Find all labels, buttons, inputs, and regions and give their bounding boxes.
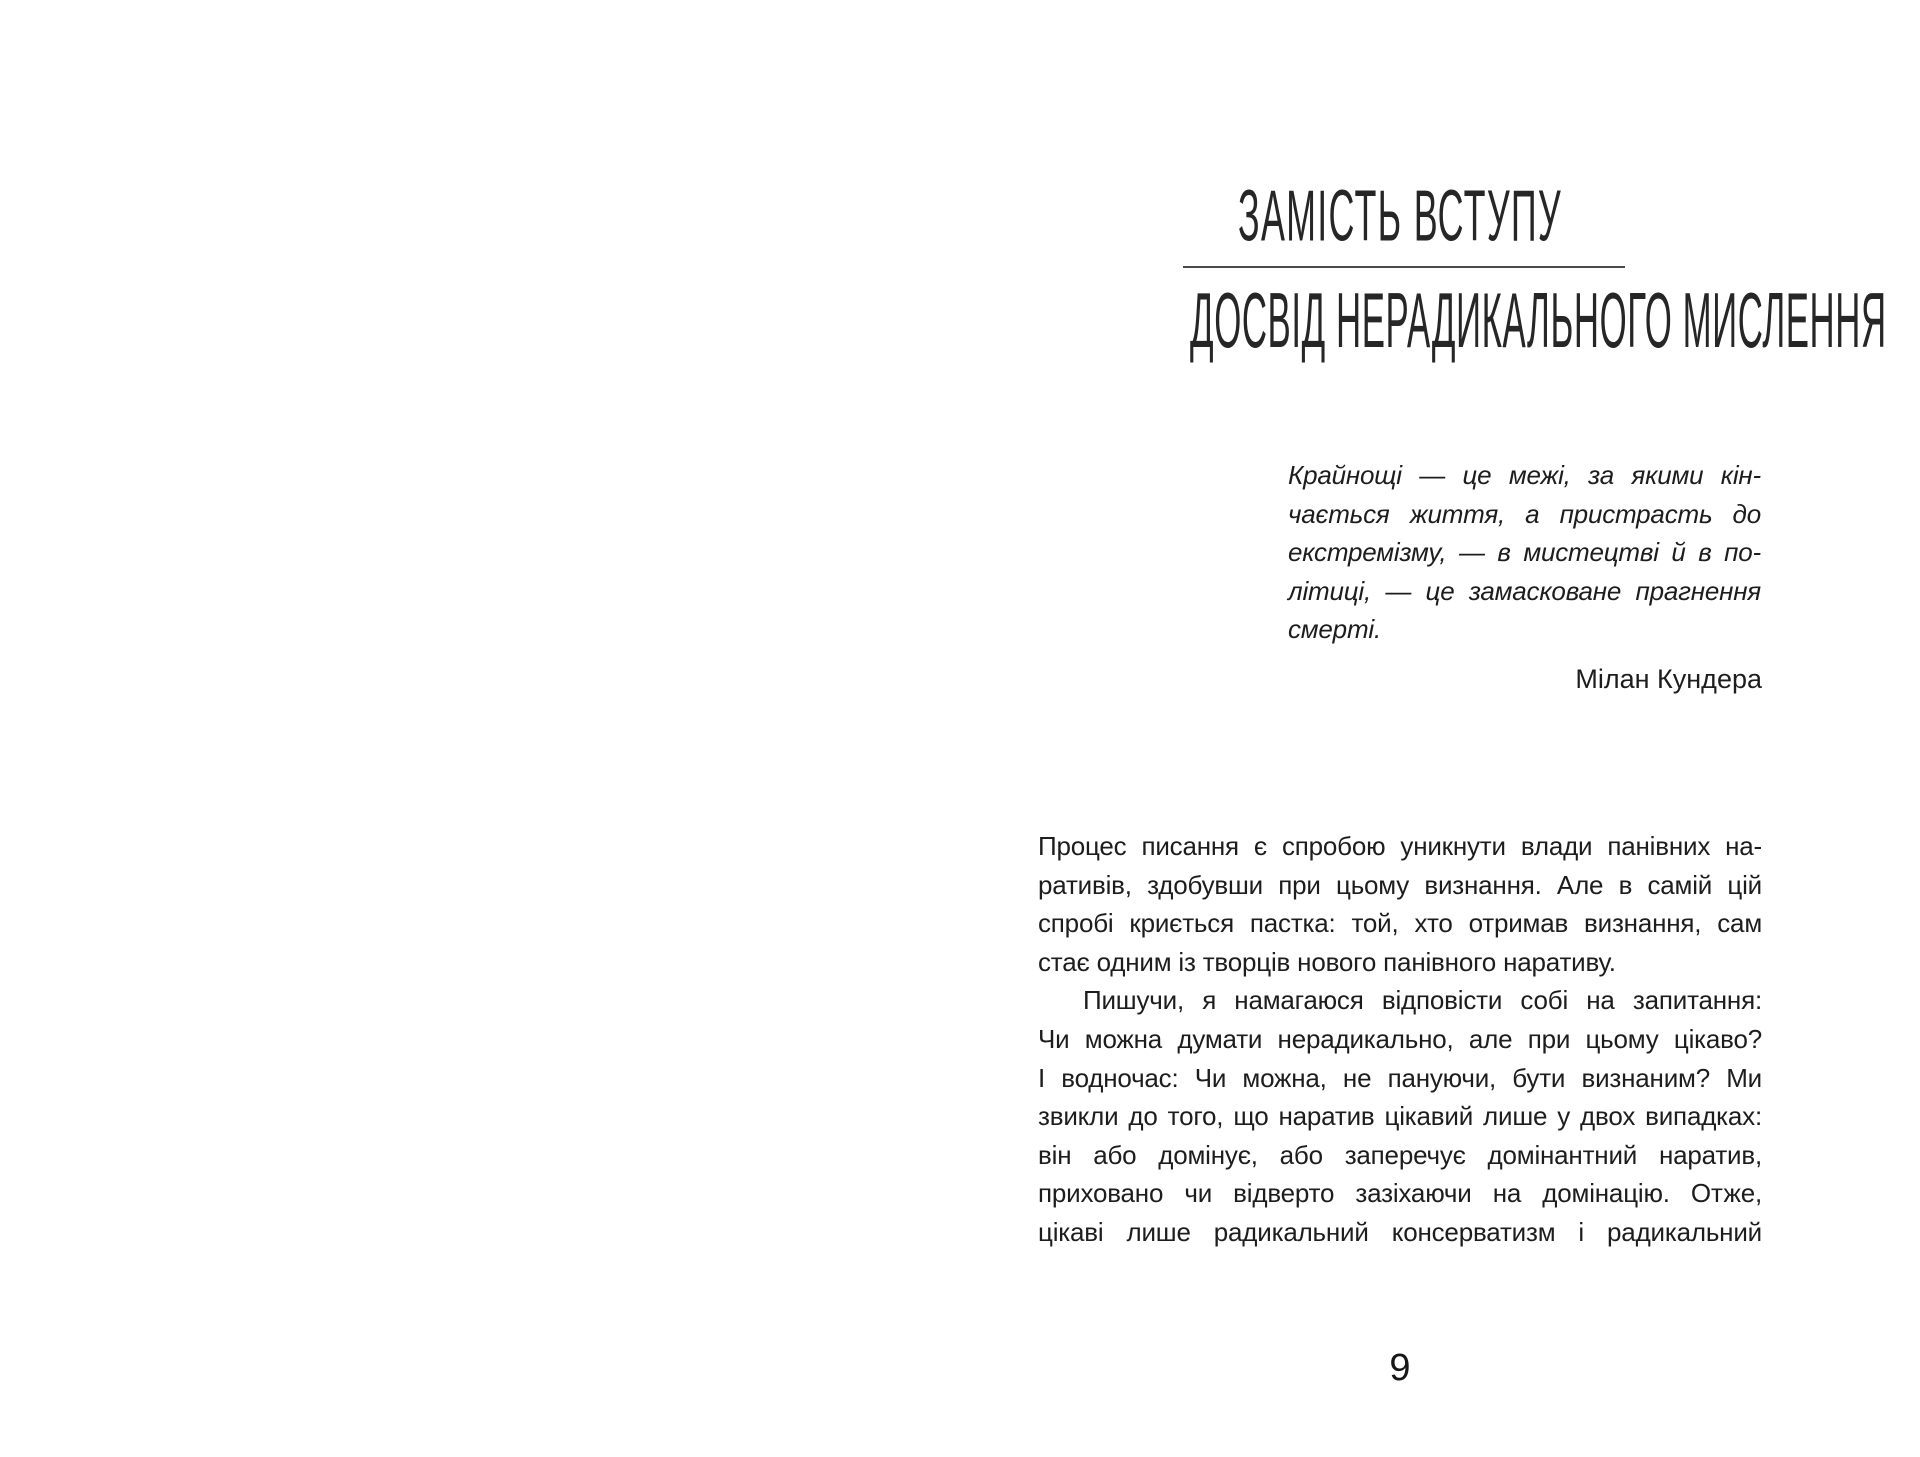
page-number: 9 [1389, 1347, 1411, 1389]
epigraph-line: екстремізму, — в мистецтві й в по- [1288, 537, 1761, 567]
chapter-subtitle: ДОСВІД НЕРАДИКАЛЬНОГО МИСЛЕННЯ [1190, 276, 1887, 364]
body-line: приховано чи відверто зазіхаючи на домінацію. Отже, [1038, 1178, 1762, 1209]
body-line: стає одним із творців нового панівного наративу. [1038, 946, 1616, 977]
body-line: звикли до того, що наратив цікавий лише у двох випадках: [1038, 1101, 1762, 1132]
body-line: І водночас: Чи можна, не пануючи, бути визнаним? Ми [1038, 1062, 1762, 1093]
epigraph-line: смерті. [1288, 614, 1382, 644]
epigraph-line: літиці, — це замасковане прагнення [1288, 575, 1761, 606]
body-line: Процес писання є спробою уникнути влади панівних на- [1038, 831, 1762, 861]
body-line: Пишучи, я намагаюся відповісти собі на запитання: [1083, 985, 1762, 1016]
chapter-title: ЗАМІСТЬ ВСТУПУ [1238, 174, 1562, 257]
epigraph-line: чається життя, а пристрасть до [1288, 498, 1761, 529]
title-divider-rule [1183, 266, 1625, 268]
epigraph-attribution: Мілан Кундера [1575, 664, 1762, 694]
body-line: спробі криється пастка: той, хто отримав визнання, сам [1038, 908, 1762, 939]
body-text-block [1038, 827, 1762, 1252]
body-line: Чи можна думати нерадикально, але при цьому цікаво? [1038, 1023, 1762, 1054]
page-text-column [1038, 0, 1887, 1457]
body-line: ративів, здобувши при цьому визнання. Але в самій цій [1038, 869, 1762, 900]
body-line: він або домінує, або заперечує домінантний наратив, [1038, 1139, 1762, 1170]
epigraph-line: Крайнощі — це межі, за якими кін- [1288, 460, 1761, 490]
epigraph-quote [1288, 456, 1761, 649]
body-line: цікаві лише радикальний консерватизм і радикальний [1038, 1216, 1762, 1247]
